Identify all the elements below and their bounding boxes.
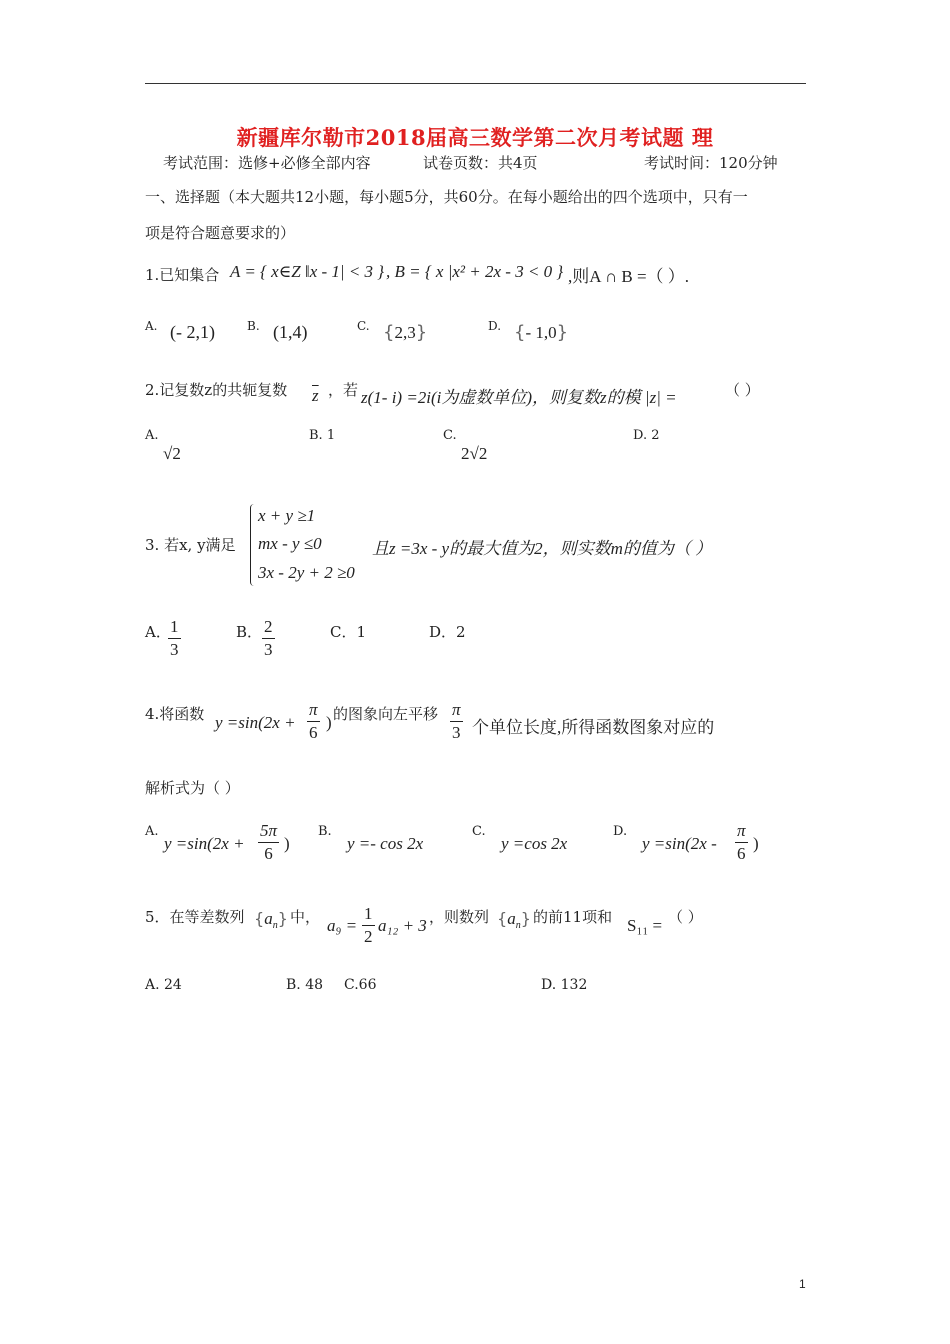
q4-option-b-value: y =- cos 2x	[347, 834, 424, 853]
q2-option-d: D. 2	[633, 428, 660, 443]
q5-paren: （ ）	[668, 908, 703, 926]
q2-condition: ，若	[328, 381, 359, 399]
q2-option-c-value: 2√2	[461, 444, 488, 463]
q5-tail: 的前11项和	[533, 908, 613, 926]
q2-stem: 2.记复数z的共轭复数	[145, 381, 288, 399]
q2-equation: z(1- i) =2i(i为虚数单位)，则复数z的模 |z| =	[361, 388, 677, 407]
q2-option-a-label: A.	[145, 428, 159, 443]
q4-option-d-close: )	[753, 834, 759, 853]
q5-sequence-an: $\{a_n\}$	[254, 909, 288, 932]
q1-set-a: A = { x∈Z ‖x - 1| < 3 }	[230, 262, 385, 281]
q4-function-close: )	[326, 713, 332, 732]
q2-option-b: B. 1	[309, 428, 336, 443]
q5-eq-suffix: a₁₂ + 3	[378, 916, 427, 935]
q2-option-a-value: √2	[163, 444, 181, 463]
q2-conjugate-z: $\overline{z}$	[312, 386, 319, 405]
q5-option-b: B. 48	[286, 977, 324, 993]
q1-stem: 1.已知集合	[145, 266, 220, 284]
q3-constraint-2: mx - y ≤0	[258, 534, 322, 553]
q3-stem: 3. 若x, y满足	[145, 536, 236, 554]
q4-option-d-fraction: $\frac{\pi}{6}$	[737, 821, 746, 863]
q4-option-d-label: D.	[613, 824, 628, 839]
q5-eq-prefix: a₉ =	[327, 916, 358, 935]
q1-option-a-value: (- 2,1)	[170, 322, 215, 342]
q4-option-a-fraction: $\frac{5\pi}{6}$	[260, 821, 278, 863]
section-heading-line2: 项是符合题意要求的）	[145, 224, 296, 242]
q4-mid: 的图象向左平移	[333, 705, 439, 723]
q1-option-c-value: {2,3}	[383, 322, 428, 343]
q4-option-a-label: A.	[145, 824, 159, 839]
q4-function-fraction: $\frac{\pi}{6}$	[309, 700, 318, 742]
q1-tail: ,则A ∩ B =（ ）.	[568, 267, 690, 286]
q1-option-b-value: (1,4)	[273, 322, 308, 342]
q3-tail: 且z =3x - y的最大值为2，则实数m的值为（ ）	[372, 539, 713, 558]
q5-mid2: ，则数列	[429, 908, 490, 926]
header-rule	[145, 83, 806, 84]
q3-option-a-label: A．	[145, 623, 171, 641]
q5-eq-fraction: $\frac{1}{2}$	[364, 904, 373, 946]
q4-function: y =sin(2x +	[215, 713, 296, 732]
page-number: 1	[799, 1277, 806, 1291]
q4-option-a-close: )	[284, 834, 290, 853]
q5-option-c: C.66	[344, 977, 377, 993]
q2-option-c-label: C.	[443, 428, 457, 443]
q3-option-d: D．2	[429, 623, 466, 641]
q3-option-c: C．1	[330, 623, 367, 641]
q3-constraint-3: 3x - 2y + 2 ≥0	[258, 563, 355, 582]
section-heading-line1: 一、选择题（本大题共12小题，每小题5分，共60分。在每小题给出的四个选项中，只有一	[145, 188, 748, 206]
q5-option-d: D. 132	[541, 977, 588, 993]
q4-option-d-prefix: y =sin(2x -	[642, 834, 717, 853]
q4-stem: 4.将函数	[145, 705, 205, 723]
q4-line2: 解析式为（ ）	[145, 779, 240, 797]
q1-option-a-label: A.	[145, 319, 158, 333]
q5-sum: S₁₁ =	[627, 916, 663, 935]
q2-tail: （ ）	[725, 381, 760, 399]
exam-scope: 考试范围：选修+必修全部内容	[163, 154, 371, 172]
q1-option-d-label: D.	[488, 319, 502, 333]
q3-option-a-fraction: $\frac{1}{3}$	[170, 617, 179, 659]
q4-tail: 个单位长度,所得函数图象对应的	[472, 718, 715, 737]
q1-set-b: , B = { x |x² + 2x - 3 < 0 }	[386, 262, 564, 281]
q5-mid: 中，	[290, 908, 321, 926]
q1-option-d-value: {- 1,0}	[514, 322, 569, 343]
q4-shift-fraction: $\frac{\pi}{3}$	[452, 700, 461, 742]
q4-option-c-value: y =cos 2x	[501, 834, 568, 853]
page-title: 新疆库尔勒市2018届高三数学第二次月考试题 理	[236, 125, 714, 150]
q3-system-brace	[250, 504, 254, 586]
q3-option-b-label: B．	[236, 623, 263, 641]
q5-stem: 5．在等差数列	[145, 908, 245, 926]
q5-sequence-an-2: $\{a_n\}$	[497, 909, 531, 932]
q5-option-a: A. 24	[145, 977, 182, 993]
q4-option-a-prefix: y =sin(2x +	[164, 834, 245, 853]
exam-pages: 试卷页数：共4页	[423, 154, 538, 172]
q4-option-c-label: C.	[472, 824, 486, 839]
q3-constraint-1: x + y ≥1	[258, 506, 316, 525]
q1-option-b-label: B.	[247, 319, 260, 333]
exam-time: 考试时间：120分钟	[644, 154, 778, 172]
q3-option-b-fraction: $\frac{2}{3}$	[264, 617, 273, 659]
q1-option-c-label: C.	[357, 319, 370, 333]
q4-option-b-label: B.	[318, 824, 332, 839]
